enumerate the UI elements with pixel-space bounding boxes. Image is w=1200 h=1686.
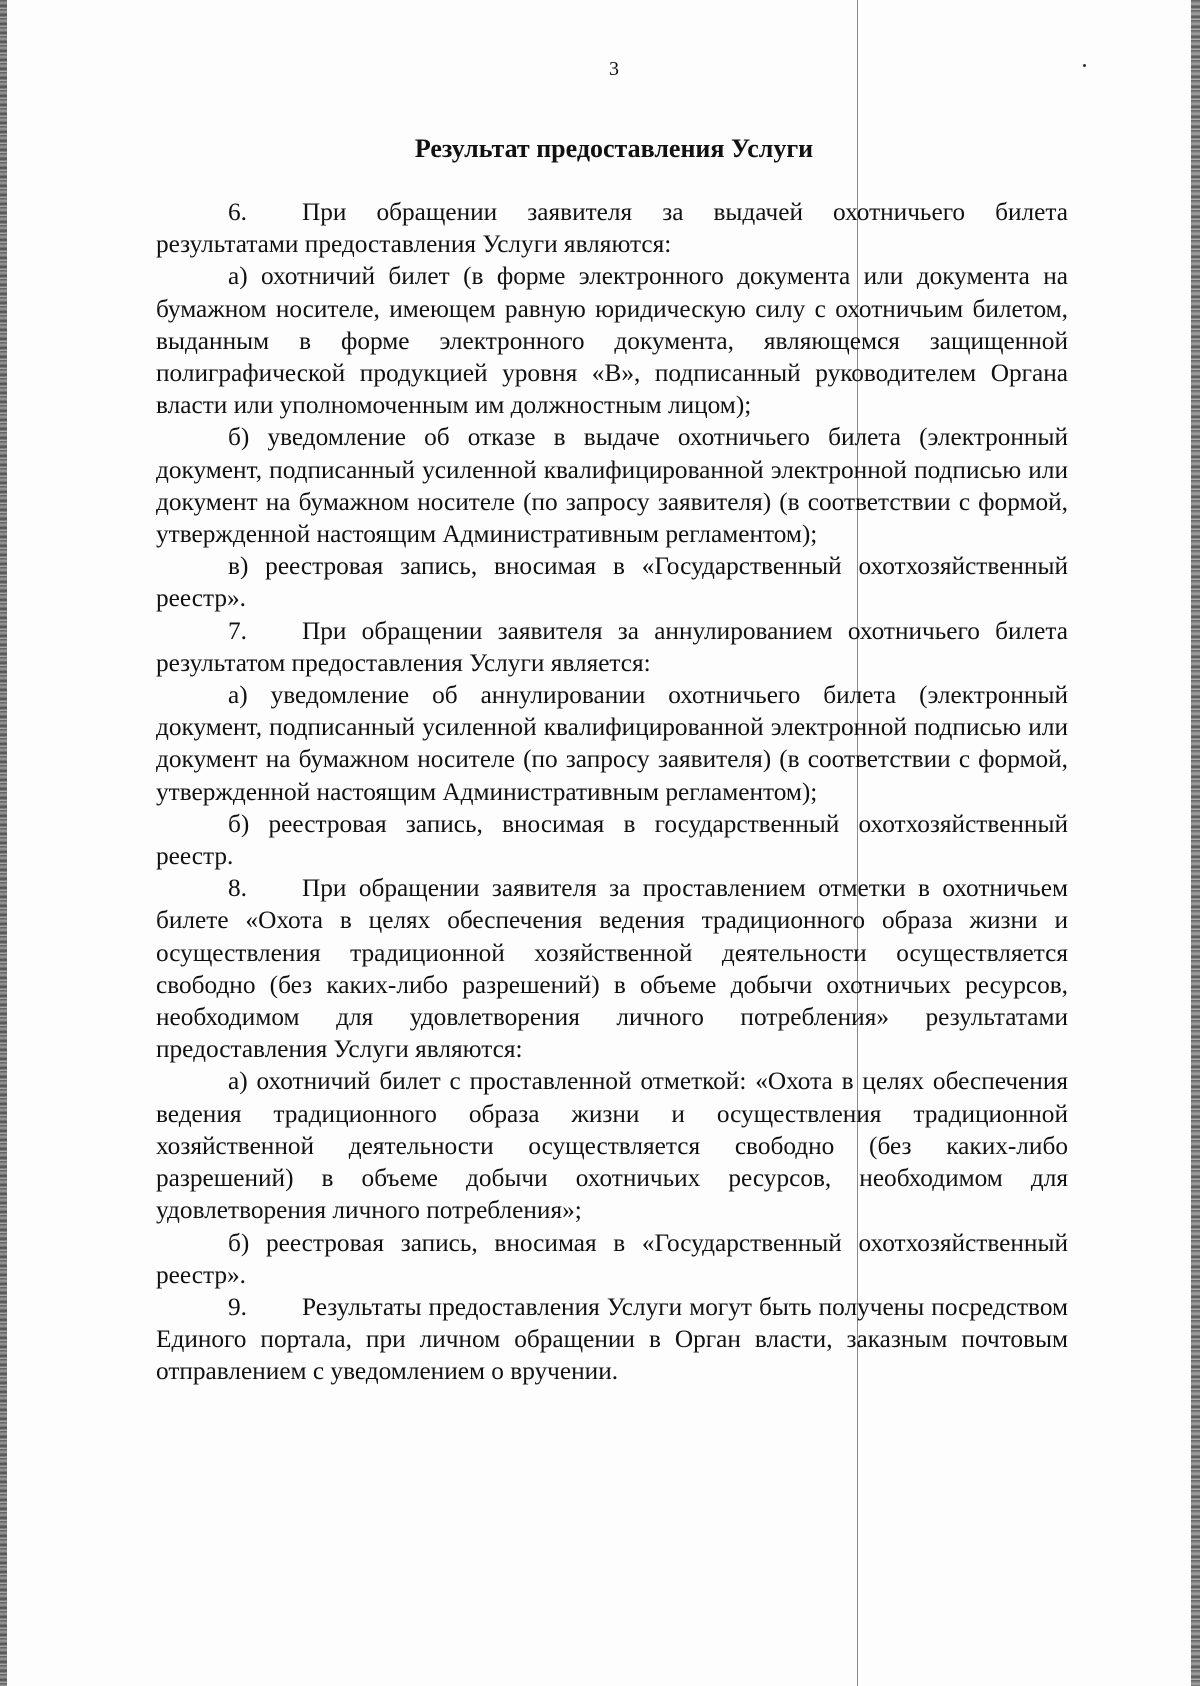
paragraph bbox=[156, 615, 1068, 679]
section-title: Результат предоставления Услуги bbox=[414, 134, 814, 163]
paragraph bbox=[156, 679, 1068, 808]
paragraph bbox=[156, 808, 1068, 872]
paragraph bbox=[156, 872, 1068, 1065]
paragraph-text: При обращении заявителя за выдачей охотничьего билета результатами предоставления Услуги являются: bbox=[156, 198, 1068, 259]
paragraph-text: При обращении заявителя за аннулированием охотничьего билета результатом предоставления Услуги является: bbox=[156, 616, 1068, 677]
paragraph-text: б) уведомление об отказе в выдаче охотничьего билета (электронный документ, подписанный усиленной квалифицированной электронной подписью или документ на бумажном носителе (по запросу заявителя) (в соответствии с формой, утвержденной настоящим Административным регламентом); bbox=[156, 423, 1068, 549]
paragraph-text: а) охотничий билет (в форме электронного документа или документа на бумажном носителе, имеющем равную юридическую силу с охотничьим билетом, выданным в форме электронного документа, являющемся защищенной полиграфической продукцией уровня «В», подписанный руководителем Органа власти или уполномоченным им должностным лицом); bbox=[156, 262, 1068, 420]
paragraph bbox=[156, 1065, 1068, 1226]
paragraph-text: б) реестровая запись, вносимая в государственный охотхозяйственный реестр. bbox=[156, 809, 1068, 871]
paragraph bbox=[156, 196, 1068, 260]
paragraph bbox=[156, 1227, 1068, 1291]
paragraph-text: При обращении заявителя за проставлением отметки в охотничьем билете «Охота в целях обеспечения ведения традиционного образа жизни и осуществления традиционной хозяйственной деятельности осуществляется свободно (без каких-либо разрешений) в объеме добычи охотничьих ресурсов, необходимом для удовлетворения личного потребления» результатами предоставления Услуги являются: bbox=[156, 874, 1068, 1064]
paragraph bbox=[156, 421, 1068, 550]
paragraph-number: 6. bbox=[228, 198, 247, 226]
paragraph-text: б) реестровая запись, вносимая в «Государственный охотхозяйственный реестр». bbox=[156, 1228, 1068, 1289]
paragraph bbox=[156, 1291, 1068, 1388]
paragraph-text: а) уведомление об аннулировании охотничьего билета (электронный документ, подписанный усиленной квалифицированной электронной подписью или документ на бумажном носителе (по запросу заявителя) (в соответствии с формой, утвержденной настоящим Административным регламентом); bbox=[156, 681, 1068, 806]
paragraph bbox=[156, 260, 1068, 421]
paragraph-number: 7. bbox=[228, 616, 247, 645]
paragraph bbox=[156, 550, 1068, 614]
paragraph-text: в) реестровая запись, вносимая в «Государственный охотхозяйственный реестр». bbox=[156, 552, 1068, 613]
document-body bbox=[156, 196, 1068, 1388]
paragraph-number: 9. bbox=[228, 1292, 247, 1321]
paragraph-text: Результаты предоставления Услуги могут быть получены посредством Единого портала, при личном обращении в Орган власти, заказным почтовым отправлением с уведомлением о вручении. bbox=[156, 1292, 1068, 1386]
paragraph-number: 8. bbox=[228, 874, 247, 903]
scan-edge-right bbox=[1191, 0, 1200, 1686]
page-number: 3 bbox=[609, 58, 619, 80]
paragraph-text: а) охотничий билет с проставленной отметкой: «Охота в целях обеспечения ведения традиционного образа жизни и осуществления традиционной хозяйственной деятельности осуществляется свободно (без каких-либо разрешений) в объеме добычи охотничьих ресурсов, необходимом для удовлетворения личного потребления»; bbox=[156, 1067, 1068, 1225]
scan-edge-left bbox=[0, 0, 7, 1686]
